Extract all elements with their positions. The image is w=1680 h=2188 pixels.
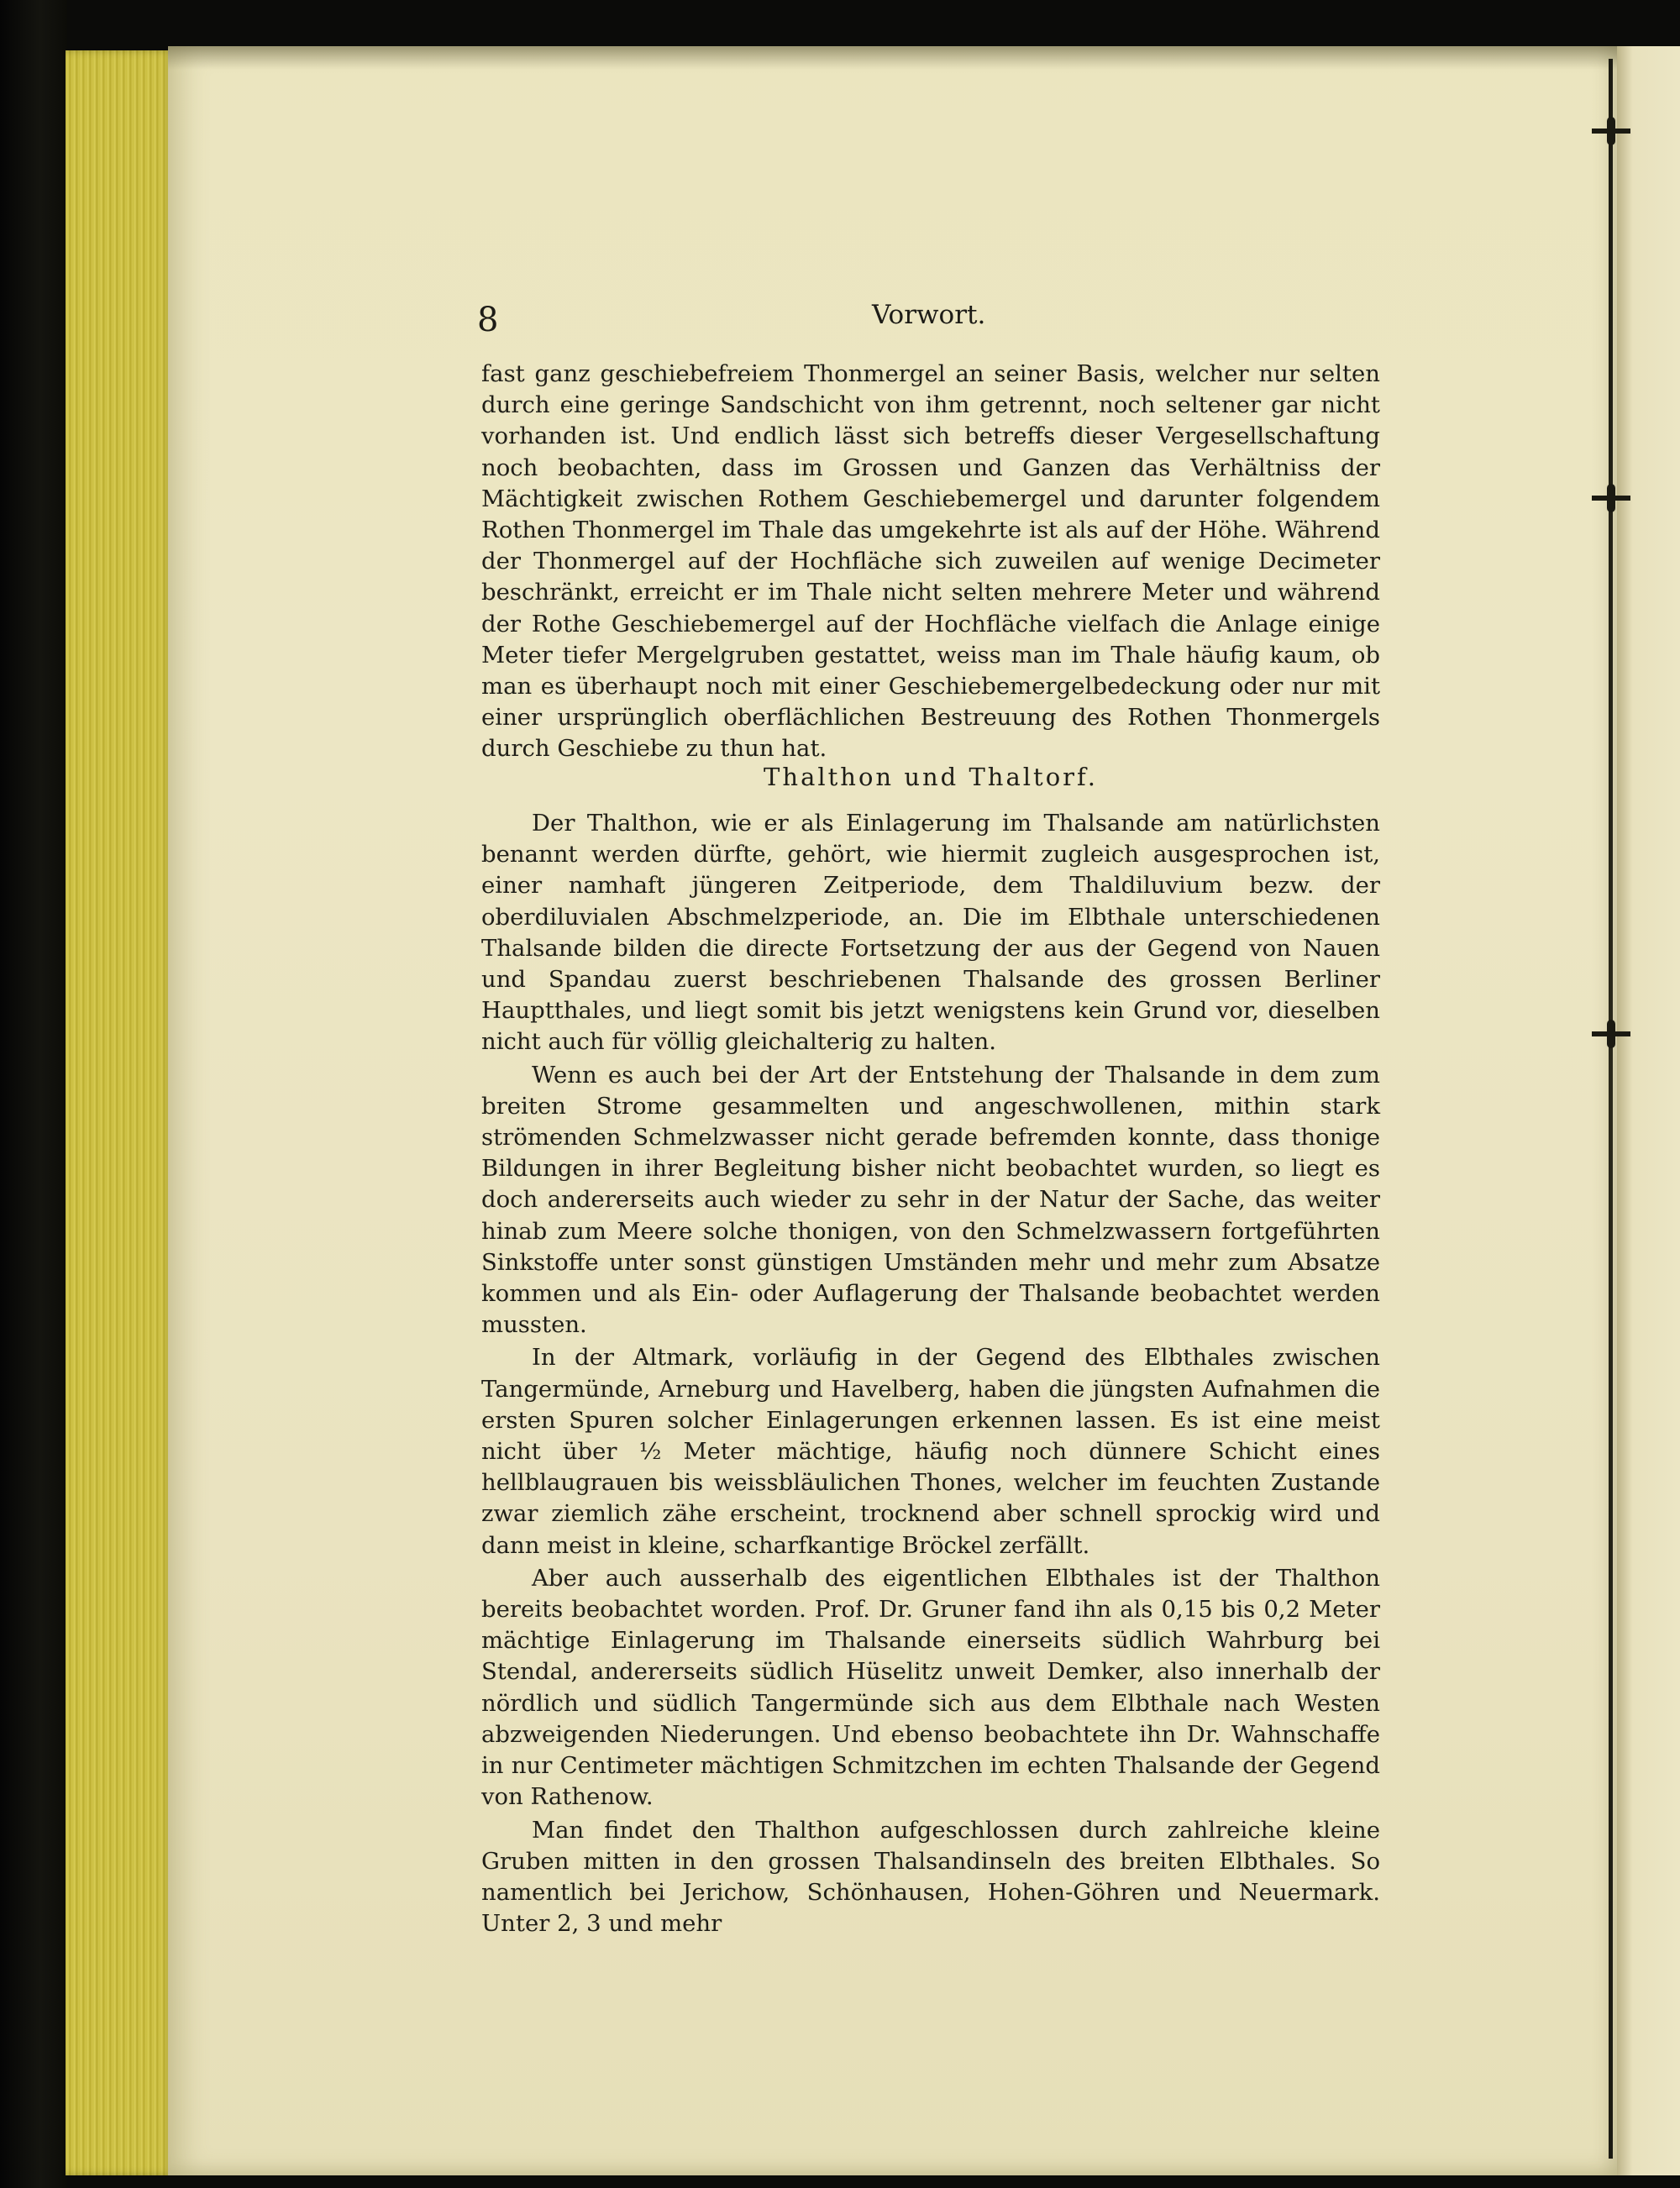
body-paragraph: In der Altmark, vorläufig in der Gegend des Elbthales zwischen Tangermünde, Arneburg und Havelberg, haben die jüngsten Aufnahmen die ersten Spuren solcher Einlagerungen erkennen lassen. Es ist eine meist nicht über ½ Meter mächtige, häufig noch dünnere Schicht eines hellblaugrauen bis weissbläulichen Thones, welcher im feuchten Zustande zwar ziemlich zähe erscheint, trocknend aber schnell sprockig wird und dann meist in kleine, scharfkantige Bröckel zerfällt.: [481, 1344, 1380, 1559]
section-body: [481, 808, 1380, 1939]
book-cover-edge: [0, 0, 67, 2188]
binding-stitch: [1592, 496, 1630, 501]
page-top-shadow: [168, 46, 1617, 70]
binding-stitch: [1592, 1031, 1630, 1036]
intro-paragraph: fast ganz geschiebefreiem Thonmergel an seiner Basis, welcher nur selten durch eine geringe Sandschicht von ihm getrennt, noch seltener gar nicht vorhanden ist. Und endlich lässt sich betreffs dieser Vergesellschaftung noch beobachten, dass im Grossen und Ganzen das Verhältniss der Mächtigkeit zwischen Rothem Geschiebemergel und darunter folgendem Rothen Thonmergel im Thale das umgekehrte ist als auf der Höhe. Während der Thonmergel auf der Hochfläche sich zuweilen auf wenige Decimeter beschränkt, erreicht er im Thale nicht selten mehrere Meter und während der Rothe Geschiebemergel auf der Hochfläche vielfach die Anlage einige Meter tiefer Mergelgruben gestattet, weiss man im Thale häufig kaum, ob man es überhaupt noch mit einer Geschiebemergelbedeckung oder nur mit einer ursprünglich oberflächlichen Bestreuung des Rothen Thonmergels durch Geschiebe zu thun hat.: [481, 360, 1380, 763]
intro-text: [481, 359, 1380, 765]
body-paragraph: Der Thalthon, wie er als Einlagerung im Thalsande am natürlichsten benannt werden dürfte, gehört, wie hiermit zugleich ausgesprochen ist, einer namhaft jüngeren Zeitperiode, dem Thaldiluvium bezw. der oberdiluvialen Abschmelzperiode, an. Die im Elbthale unterschiedenen Thalsande bilden die directe Fortsetzung der aus der Gegend von Nauen und Spandau zuerst beschriebenen Thalsande des grossen Berliner Hauptthales, und liegt somit bis jetzt wenigstens kein Grund vor, dieselben nicht auch für völlig gleichalterig zu halten.: [481, 810, 1380, 1056]
running-title: Vorwort.: [872, 300, 986, 330]
body-paragraph: Man findet den Thalthon aufgeschlossen durch zahlreiche kleine Gruben mitten in den grossen Thalsandinseln des breiten Elbthales. So namentlich bei Jerichow, Schönhausen, Hohen-Göhren und Neuermark. Unter 2, 3 und mehr: [481, 1816, 1380, 1938]
page-edges: [66, 50, 175, 2175]
body-paragraph: Wenn es auch bei der Art der Entstehung der Thalsande in dem zum breiten Strome gesammelten und angeschwollenen, mithin stark strömenden Schmelzwasser nicht gerade befremden konnte, dass thonige Bildungen in ihrer Begleitung bisher nicht beobachtet wurden, so liegt es doch andererseits auch wieder zu sehr in der Natur der Sache, das weiter hinab zum Meere solche thonigen, von den Schmelzwassern fortgeführten Sinkstoffe unter sonst günstigen Umständen mehr und mehr zum Absatze kommen und als Ein- oder Auflagerung der Thalsande beobachtet werden mussten.: [481, 1061, 1380, 1339]
binding-gutter: [1609, 59, 1613, 2159]
body-paragraph: Aber auch ausserhalb des eigentlichen Elbthales ist der Thalthon bereits beobachtet worden. Prof. Dr. Gruner fand ihn als 0,15 bis 0,2 Meter mächtige Einlagerung im Thalsande einerseits südlich Wahrburg bei Stendal, andererseits südlich Hüselitz unweit Demker, also innerhalb der nördlich und südlich Tangermünde sich aus dem Elbthale nach Westen abzweigenden Niederungen. Und ebenso beobachtete ihn Dr. Wahnschaffe in nur Centimeter mächtigen Schmitzchen im echten Thalsande der Gegend von Rathenow.: [481, 1564, 1380, 1811]
section-heading: Thalthon und Thaltorf.: [764, 763, 1098, 791]
binding-stitch: [1592, 129, 1630, 134]
facing-page-edge: [1617, 46, 1680, 2175]
page-number: 8: [477, 301, 499, 339]
